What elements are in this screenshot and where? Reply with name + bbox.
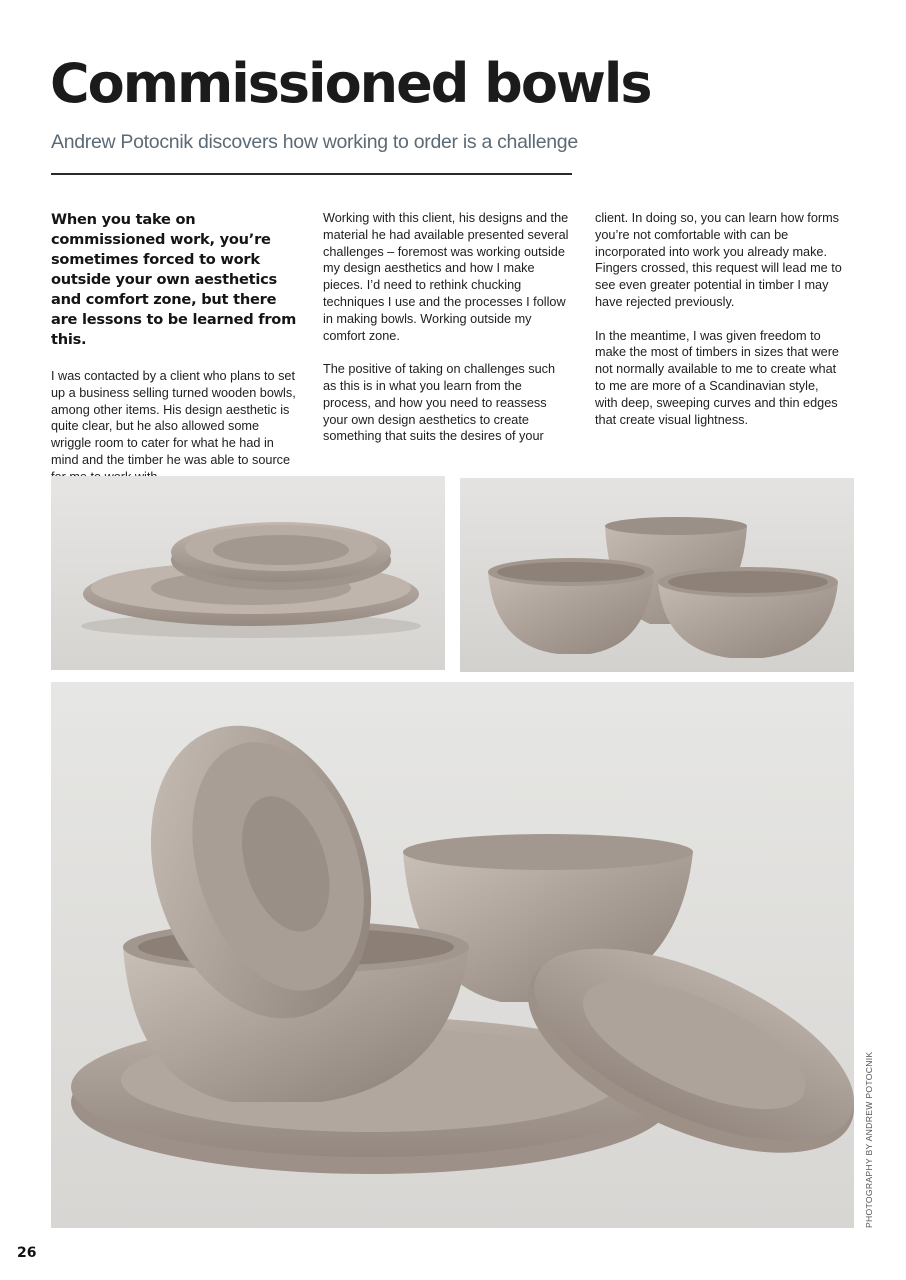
bowl-group-illustration bbox=[51, 682, 854, 1228]
bowls-illustration bbox=[460, 478, 854, 672]
plates-illustration bbox=[51, 476, 445, 670]
article-title: Commissioned bowls bbox=[50, 52, 651, 115]
body-paragraph: I was contacted by a client who plans to set up a business selling turned wooden bowls, among other items. His design aesthetic is quite clear, but he also allowed some wriggle room to cater for what he had in mind and the timber he was able to source bbox=[51, 369, 296, 467]
photo-credit: PHOTOGRAPHY BY ANDREW POTOCNIK bbox=[864, 1051, 874, 1228]
text-column-1 bbox=[51, 210, 299, 502]
lead-paragraph: When you take on commissioned work, you’re sometimes forced to work outside your own aesthetics and comfort zone, but there are lessons to be learned from this. bbox=[51, 211, 297, 348]
text-column-3 bbox=[595, 210, 843, 445]
title-divider bbox=[51, 173, 572, 175]
article-subtitle: Andrew Potocnik discovers how working to order is a challenge bbox=[51, 131, 578, 153]
page-number: 26 bbox=[17, 1245, 37, 1261]
body-paragraph: client. In doing so, you can learn how forms you’re not comfortable with can be incorporated into work you already make. Fingers crossed, this request will lead me to see even greater potential in timber I may have rejected previously. bbox=[595, 211, 842, 309]
photo-bowl-group bbox=[51, 682, 854, 1228]
photo-stacked-plates bbox=[51, 476, 445, 670]
text-column-2 bbox=[323, 210, 571, 462]
body-paragraph: The positive of taking on challenges such as this is in what you learn from the process, and how you need to reassess your own design aesthetics to create something that suits the desires of your bbox=[323, 362, 556, 444]
body-paragraph: Working with this client, his designs and the material he had available presented several challenges – foremost was working outside my design aesthetics and how I make pieces. I’d need to rethink chucking techniques I use and the processes I follow in making bowls. Working outside my comfort zone. bbox=[323, 211, 569, 343]
body-paragraph: In the meantime, I was given freedom to make the most of timbers in sizes that were not normally available to me to create what to me are more of a Scandinavian style, with deep, sweeping curves and thin edges that create visual lightness. bbox=[595, 328, 839, 427]
photo-three-bowls bbox=[460, 478, 854, 672]
